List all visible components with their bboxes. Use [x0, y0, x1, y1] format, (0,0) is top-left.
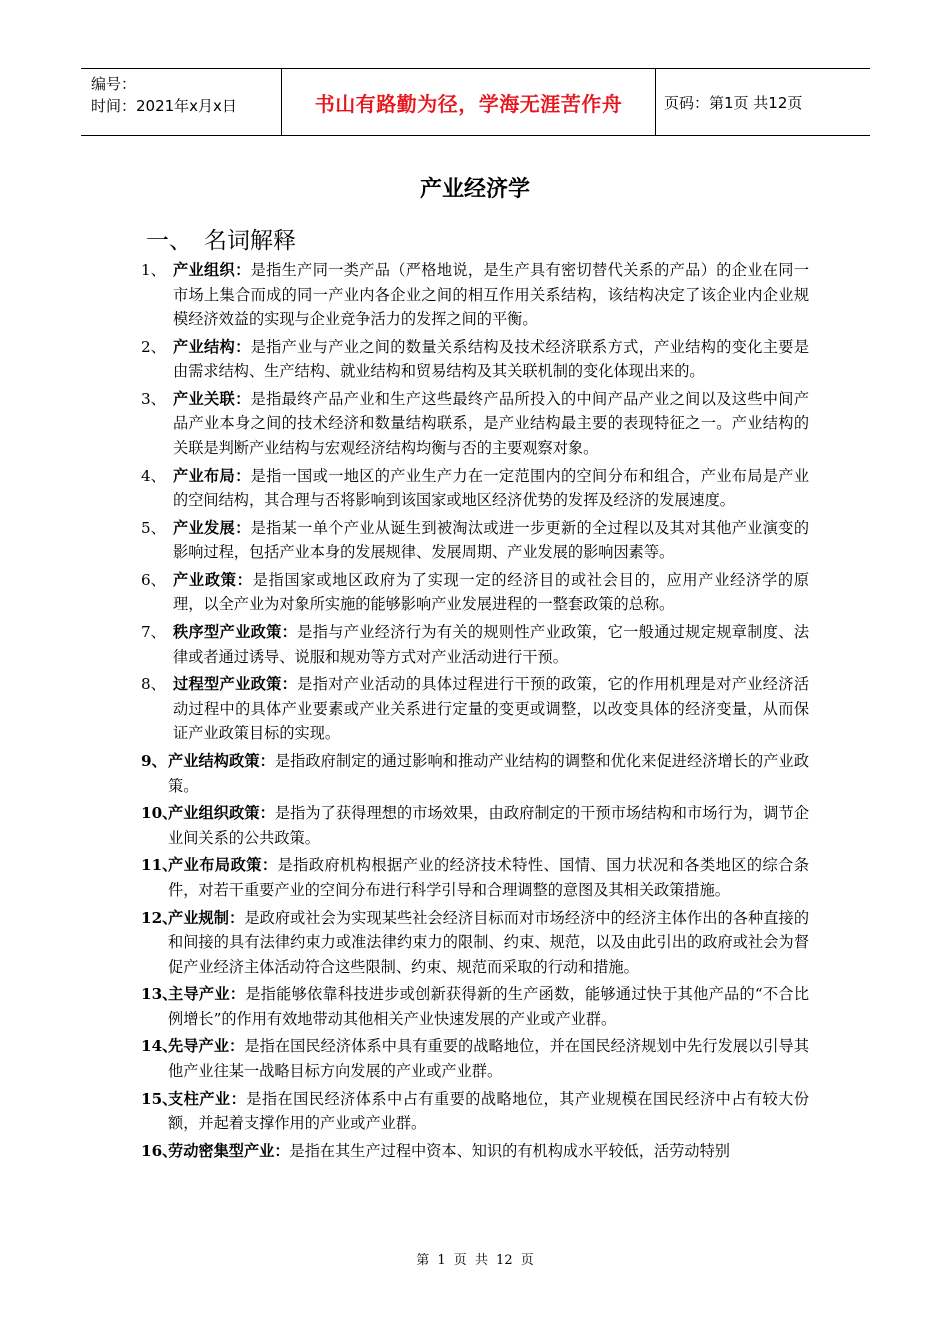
list-item-number: 2、 [141, 337, 166, 356]
list-item-body [168, 1034, 809, 1083]
list-item [141, 982, 809, 1031]
term-definition: 是指某一单个产业从诞生到被淘汰或进一步更新的全过程以及其对其他产业演变的影响过程，包括产业本身的发展规律、发展周期、产业发展的影响因素等。 [173, 518, 810, 562]
term-name: 产业结构政策： [168, 752, 275, 770]
term-name: 产业关联： [173, 389, 251, 408]
list-item-number: 12、 [141, 908, 178, 927]
list-item [141, 516, 809, 565]
list-item-body [173, 387, 809, 461]
term-definition: 是指最终产品产业和生产这些最终产品所投入的中间产品产业之间以及这些中间产品产业本身之间的技术经济和数量结构联系，是产业结构最主要的表现特征之一。产业结构的关联是判断产业结构与宏观经济结构均衡与否的主要观察对象。 [173, 389, 810, 457]
term-definition: 是指能够依靠科技进步或创新获得新的生产函数，能够通过快于其他产品的“不合比例增长”的作用有效地带动其他相关产业快速发展的产业或产业群。 [168, 985, 810, 1028]
term-name: 产业布局： [173, 466, 251, 485]
term-name: 支柱产业： [168, 1089, 247, 1108]
list-item-body [173, 464, 809, 513]
list-item [141, 853, 809, 902]
header-table [81, 68, 870, 136]
term-name: 产业发展： [173, 518, 251, 537]
section-title: 名词解释 [204, 228, 296, 254]
term-definition: 是指一国或一地区的产业生产力在一定范围内的空间分布和组合，产业布局是产业的空间结构，其合理与否将影响到该国家或地区经济优势的发挥及经济的发展速度。 [173, 466, 810, 510]
doc-time-label: 时间：2021年x月x日 [91, 97, 237, 115]
list-item [141, 568, 809, 617]
list-item [141, 620, 809, 669]
list-item-number: 4、 [141, 466, 166, 485]
list-item [141, 749, 809, 798]
term-definition: 是指在其生产过程中资本、知识的有机构成水平较低，活劳动特别 [289, 1141, 730, 1160]
list-item-body [168, 801, 809, 850]
term-definition: 是指产业与产业之间的数量关系结构及技术经济联系方式，产业结构的变化主要是由需求结构、生产结构、就业结构和贸易结构及其关联机制的变化体现出来的。 [173, 337, 810, 381]
list-item [141, 464, 809, 513]
term-definition: 是指在国民经济体系中占有重要的战略地位，其产业规模在国民经济中占有较大份额，并起着支撑作用的产业或产业群。 [168, 1089, 810, 1133]
term-name: 产业规制： [168, 908, 245, 927]
list-item-number: 5、 [141, 518, 166, 537]
term-definition: 是指政府机构根据产业的经济技术特性、国情、国力状况和各类地区的综合条件，对若干重要产业的空间分布进行科学引导和合理调整的意图及其相关政策措施。 [168, 856, 810, 899]
term-name: 产业组织： [173, 261, 251, 279]
list-item [141, 258, 809, 332]
list-item-body [168, 982, 809, 1031]
header-page-number: 页码：第1页 共12页 [664, 93, 803, 112]
list-item-number: 14、 [141, 1037, 178, 1056]
list-item-body [168, 1139, 809, 1164]
list-item-body [168, 1087, 809, 1136]
header-motto: 书山有路勤为径，学海无涯苦作舟 [281, 69, 656, 135]
term-name: 产业组织政策： [168, 804, 275, 823]
term-definition: 是政府或社会为实现某些社会经济目标而对市场经济中的经济主体作出的各种直接的和间接的具有法律约束力或准法律约束力的限制、约束、规范，以及由此引出的政府或社会为督促产业经济主体活动符合这些限制、约束、规范而采取的行动和措施。 [168, 908, 810, 976]
list-item-number: 3、 [141, 389, 166, 408]
list-item-body [168, 749, 809, 798]
term-name: 主导产业： [168, 985, 246, 1004]
term-name: 劳动密集型产业： [168, 1141, 290, 1160]
term-definition: 是指对产业活动的具体过程进行干预的政策，它的作用机理是对产业经济活动过程中的具体产业要素或产业关系进行定量的变更或调整，以改变具体的经济变量，从而保证产业政策目标的实现。 [173, 675, 810, 743]
list-item [141, 672, 809, 746]
term-definition: 是指生产同一类产品（严格地说，是生产具有密切替代关系的产品）的企业在同一市场上集合而成的同一产业内各企业之间的相互作用关系结构，该结构决定了该企业内企业规模经济效益的实现与企业竞争活力的发挥之间的平衡。 [173, 261, 810, 328]
list-item-number: 1、 [141, 261, 166, 279]
list-item [141, 1139, 809, 1164]
list-item [141, 801, 809, 850]
term-definition: 是指国家或地区政府为了实现一定的经济目的或社会目的，应用产业经济学的原理，以全产业为对象所实施的能够影响产业发展进程的一整套政策的总称。 [173, 570, 810, 614]
list-item-body [173, 620, 809, 669]
list-item-body [168, 853, 809, 902]
section-heading [146, 222, 296, 255]
list-item-body [173, 258, 809, 332]
term-name: 过程型产业政策： [173, 675, 298, 694]
list-item-number: 16、 [141, 1141, 178, 1160]
list-item-number: 11、 [141, 856, 178, 875]
list-item-number: 8、 [141, 675, 166, 694]
list-item-number: 13、 [141, 985, 178, 1004]
list-item [141, 1087, 809, 1136]
document-title: 产业经济学 [419, 177, 530, 202]
list-item-body [173, 672, 809, 746]
list-item [141, 906, 809, 980]
list-item-body [168, 906, 809, 980]
list-item-number: 15、 [141, 1089, 178, 1108]
term-name: 产业结构： [173, 337, 251, 356]
list-item-number: 6、 [141, 570, 166, 589]
list-item-body [173, 568, 809, 617]
header-info [81, 69, 281, 135]
term-name: 产业布局政策： [168, 856, 278, 875]
list-item [141, 387, 809, 461]
list-item-number: 9、 [141, 752, 167, 770]
term-name: 产业政策： [173, 570, 253, 589]
term-definition: 是指与产业经济行为有关的规则性产业政策，它一般通过规定规章制度、法律或者通过诱导、说服和规劝等方式对产业活动进行干预。 [173, 623, 810, 666]
list-item [141, 335, 809, 384]
list-item [141, 1034, 809, 1083]
list-item-body [173, 335, 809, 384]
term-definition: 是指在国民经济体系中具有重要的战略地位，并在国民经济规划中先行发展以引导其他产业往某一战略目标方向发展的产业或产业群。 [168, 1037, 810, 1080]
term-definition: 是指为了获得理想的市场效果，由政府制定的干预市场结构和市场行为，调节企业间关系的公共政策。 [168, 804, 810, 847]
term-name: 先导产业： [168, 1037, 245, 1056]
definition-list [141, 258, 809, 1167]
list-item-body [173, 516, 809, 565]
term-name: 秩序型产业政策： [173, 623, 298, 642]
section-number: 一、 [146, 228, 192, 254]
page-footer: 第 1 页 共 12 页 [416, 1253, 534, 1268]
doc-number-label: 编号： [91, 75, 137, 93]
list-item-number: 10、 [141, 804, 178, 823]
list-item-number: 7、 [141, 623, 166, 642]
term-definition: 是指政府制定的通过影响和推动产业结构的调整和优化来促进经济增长的产业政策。 [168, 752, 810, 795]
